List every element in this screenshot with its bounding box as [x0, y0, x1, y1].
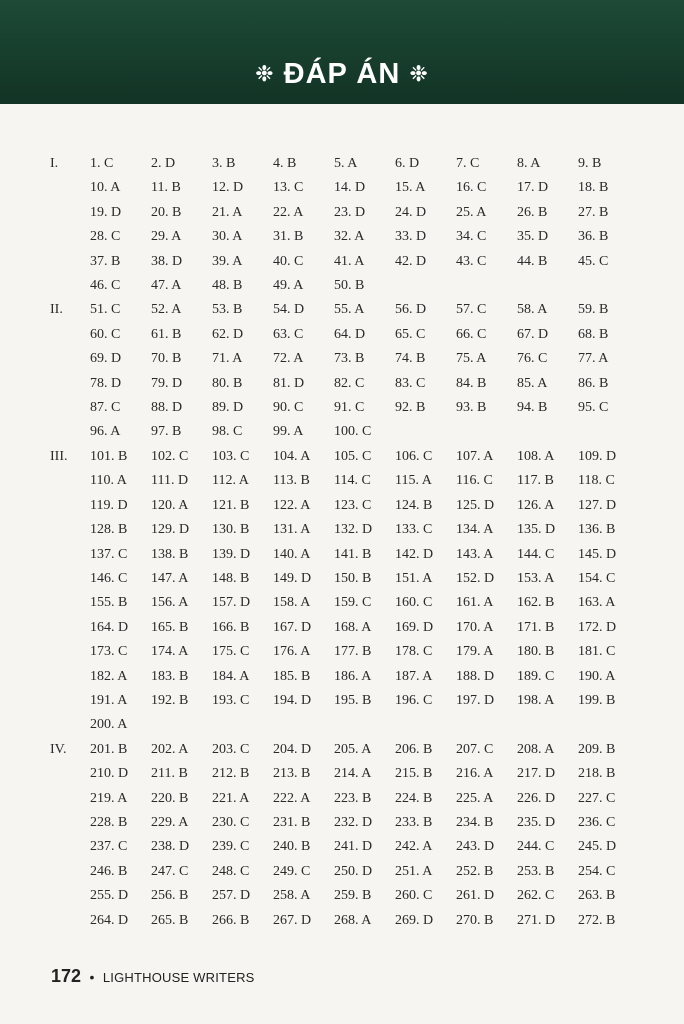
answer-item: 71. A: [212, 351, 243, 367]
answer-item: 193. C: [212, 692, 250, 708]
answer-item: 33. D: [395, 229, 427, 245]
answer-item: 74. B: [395, 351, 426, 367]
answer-item: 180. B: [517, 644, 555, 660]
answer-item: 179. A: [456, 644, 494, 660]
answer-item: 247. C: [151, 863, 189, 879]
answer-item: 55. A: [334, 302, 365, 318]
answer-item: 175. C: [212, 644, 250, 660]
answer-item: 263. B: [578, 888, 616, 904]
answer-item: 270. B: [456, 912, 494, 928]
answer-item: 35. D: [517, 229, 549, 245]
answer-item: 190. A: [578, 668, 616, 684]
answer-item: 93. B: [456, 400, 487, 416]
section: [50, 445, 650, 738]
answer-item: 87. C: [90, 400, 121, 416]
answer-item: 22. A: [273, 204, 304, 220]
answer-item: 16. C: [456, 180, 487, 196]
answer-item: 39. A: [212, 253, 243, 269]
answer-item: 114. C: [334, 473, 371, 489]
title-text: ĐÁP ÁN: [283, 58, 401, 90]
answer-item: 253. B: [517, 863, 555, 879]
answer-key: [50, 152, 650, 933]
answer-item: 210. D: [90, 766, 129, 782]
answer-item: 157. D: [212, 595, 251, 611]
answer-item: 176. A: [273, 644, 311, 660]
answer-item: 244. C: [517, 839, 555, 855]
answer-item: 197. D: [456, 692, 495, 708]
section-label: IV.: [50, 741, 67, 757]
answer-item: 20. B: [151, 204, 182, 220]
answer-item: 194. D: [273, 692, 312, 708]
answer-item: 218. B: [578, 766, 616, 782]
answer-item: 170. A: [456, 619, 494, 635]
answer-item: 18. B: [578, 180, 609, 196]
answer-item: 186. A: [334, 668, 372, 684]
answer-item: 208. A: [517, 741, 555, 757]
answer-item: 31. B: [273, 229, 304, 245]
answer-item: 111. D: [151, 473, 189, 489]
answer-item: 48. B: [212, 278, 243, 294]
answer-item: 151. A: [395, 570, 433, 586]
page-number: 172: [51, 966, 82, 986]
answer-item: 123. C: [334, 497, 372, 513]
answer-item: 38. D: [151, 253, 183, 269]
answer-item: 163. A: [578, 595, 616, 611]
answer-item: 103. C: [212, 448, 250, 464]
answer-item: 91. C: [334, 400, 365, 416]
answer-item: 67. D: [517, 326, 549, 342]
footer-bullet: •: [89, 969, 95, 985]
answer-item: 228. B: [90, 814, 128, 830]
answer-item: 28. C: [90, 229, 121, 245]
answer-item: 174. A: [151, 644, 189, 660]
answer-item: 158. A: [273, 595, 311, 611]
section: [50, 152, 650, 298]
answer-item: 259. B: [334, 888, 372, 904]
answer-item: 96. A: [90, 424, 121, 440]
answer-item: 131. A: [273, 522, 311, 538]
answer-item: 50. B: [334, 278, 365, 294]
answer-item: 14. D: [334, 180, 366, 196]
answer-item: 34. C: [456, 229, 487, 245]
answer-item: 88. D: [151, 400, 183, 416]
answer-item: 165. B: [151, 619, 189, 635]
answer-item: 203. C: [212, 741, 250, 757]
answer-item: 40. C: [273, 253, 304, 269]
answer-item: 251. A: [395, 863, 433, 879]
answer-item: 42. D: [395, 253, 427, 269]
answer-item: 90. C: [273, 400, 304, 416]
answer-item: 13. C: [273, 180, 304, 196]
answer-item: 4. B: [273, 156, 297, 171]
answer-item: 84. B: [456, 375, 487, 391]
answer-item: 189. C: [517, 668, 555, 684]
answer-item: 45. C: [578, 253, 609, 269]
answer-item: 133. C: [395, 522, 433, 538]
answer-item: 60. C: [90, 326, 121, 342]
answer-grid: [90, 738, 650, 933]
answer-item: 148. B: [212, 570, 250, 586]
section: [50, 298, 650, 444]
answer-item: 104. A: [273, 448, 311, 464]
answer-item: 1. C: [90, 156, 114, 171]
answer-item: 221. A: [212, 790, 250, 806]
answer-item: 120. A: [151, 497, 189, 513]
answer-item: 207. C: [456, 741, 494, 757]
answer-item: 260. C: [395, 888, 433, 904]
answer-item: 150. B: [334, 570, 372, 586]
answer-item: 51. C: [90, 302, 121, 318]
answer-item: 64. D: [334, 326, 366, 342]
answer-grid: [90, 445, 650, 738]
answer-item: 243. D: [456, 839, 495, 855]
answer-item: 102. C: [151, 448, 189, 464]
answer-item: 154. C: [578, 570, 616, 586]
answer-item: 68. B: [578, 326, 609, 342]
answer-item: 233. B: [395, 814, 433, 830]
answer-item: 155. B: [90, 595, 128, 611]
answer-item: 116. C: [456, 473, 493, 489]
answer-item: 136. B: [578, 522, 616, 538]
answer-item: 152. D: [456, 570, 495, 586]
answer-item: 204. D: [273, 741, 312, 757]
answer-item: 147. A: [151, 570, 189, 586]
answer-item: 227. C: [578, 790, 616, 806]
answer-item: 215. B: [395, 766, 433, 782]
answer-item: 183. B: [151, 668, 189, 684]
answer-item: 172. D: [578, 619, 617, 635]
answer-item: 62. D: [212, 326, 244, 342]
section: [50, 738, 650, 933]
header-banner: [0, 0, 684, 104]
answer-item: 178. C: [395, 644, 433, 660]
answer-item: 214. A: [334, 766, 372, 782]
answer-item: 30. A: [212, 229, 243, 245]
answer-item: 122. A: [273, 497, 311, 513]
answer-item: 206. B: [395, 741, 433, 757]
answer-item: 134. A: [456, 522, 494, 538]
answer-item: 269. D: [395, 912, 434, 928]
answer-item: 217. D: [517, 766, 556, 782]
answer-item: 216. A: [456, 766, 494, 782]
answer-item: 267. D: [273, 912, 312, 928]
answer-item: 241. D: [334, 839, 373, 855]
answer-item: 43. C: [456, 253, 487, 269]
section-label: II.: [50, 302, 63, 318]
answer-item: 144. C: [517, 546, 555, 562]
answer-item: 25. A: [456, 204, 487, 220]
answer-item: 199. B: [578, 692, 616, 708]
answer-item: 268. A: [334, 912, 372, 928]
answer-item: 235. D: [517, 814, 556, 830]
answer-item: 89. D: [212, 400, 244, 416]
answer-item: 101. B: [90, 448, 128, 464]
answer-item: 37. B: [90, 253, 121, 269]
page-footer: [51, 966, 255, 987]
answer-item: 113. B: [273, 473, 310, 489]
answer-item: 142. D: [395, 546, 434, 562]
answer-item: 266. B: [212, 912, 250, 928]
answer-item: 9. B: [578, 156, 602, 171]
answer-item: 118. C: [578, 473, 615, 489]
answer-item: 205. A: [334, 741, 372, 757]
answer-item: 187. A: [395, 668, 433, 684]
answer-item: 246. B: [90, 863, 128, 879]
flower-left-icon: ❉: [255, 61, 275, 86]
answer-item: 92. B: [395, 400, 426, 416]
answer-item: 63. C: [273, 326, 304, 342]
answer-item: 254. C: [578, 863, 616, 879]
answer-item: 66. C: [456, 326, 487, 342]
answer-item: 53. B: [212, 302, 243, 318]
answer-item: 81. D: [273, 375, 305, 391]
answer-item: 112. A: [212, 473, 249, 489]
answer-item: 110. A: [90, 473, 127, 489]
answer-item: 21. A: [212, 204, 243, 220]
answer-item: 271. D: [517, 912, 556, 928]
answer-item: 57. C: [456, 302, 487, 318]
answer-item: 105. C: [334, 448, 372, 464]
answer-item: 162. B: [517, 595, 555, 611]
answer-item: 52. A: [151, 302, 182, 318]
answer-item: 225. A: [456, 790, 494, 806]
answer-item: 232. D: [334, 814, 373, 830]
answer-item: 82. C: [334, 375, 365, 391]
answer-item: 231. B: [273, 814, 311, 830]
answer-item: 156. A: [151, 595, 189, 611]
answer-item: 12. D: [212, 180, 244, 196]
answer-item: 70. B: [151, 351, 182, 367]
answer-item: 83. C: [395, 375, 426, 391]
answer-item: 75. A: [456, 351, 487, 367]
answer-item: 239. C: [212, 839, 250, 855]
answer-item: 195. B: [334, 692, 372, 708]
answer-item: 49. A: [273, 278, 304, 294]
answer-item: 140. A: [273, 546, 311, 562]
answer-item: 19. D: [90, 204, 122, 220]
answer-item: 127. D: [578, 497, 617, 513]
answer-item: 106. C: [395, 448, 433, 464]
answer-item: 36. B: [578, 229, 609, 245]
answer-item: 209. B: [578, 741, 616, 757]
answer-item: 80. B: [212, 375, 243, 391]
answer-item: 223. B: [334, 790, 372, 806]
answer-item: 146. C: [90, 570, 128, 586]
answer-item: 69. D: [90, 351, 122, 367]
answer-item: 79. D: [151, 375, 183, 391]
answer-item: 100. C: [334, 424, 372, 440]
answer-item: 143. A: [456, 546, 494, 562]
answer-item: 76. C: [517, 351, 548, 367]
answer-item: 196. C: [395, 692, 433, 708]
answer-item: 138. B: [151, 546, 189, 562]
answer-item: 72. A: [273, 351, 304, 367]
answer-item: 65. C: [395, 326, 426, 342]
answer-item: 255. D: [90, 888, 129, 904]
answer-item: 224. B: [395, 790, 433, 806]
answer-item: 265. B: [151, 912, 189, 928]
answer-item: 56. D: [395, 302, 427, 318]
answer-item: 135. D: [517, 522, 556, 538]
answer-item: 272. B: [578, 912, 616, 928]
answer-item: 137. C: [90, 546, 128, 562]
answer-item: 128. B: [90, 522, 128, 538]
answer-item: 177. B: [334, 644, 372, 660]
answer-item: 201. B: [90, 741, 128, 757]
section-label: III.: [50, 448, 68, 464]
answer-item: 17. D: [517, 180, 549, 196]
answer-item: 181. C: [578, 644, 616, 660]
answer-item: 184. A: [212, 668, 250, 684]
answer-item: 26. B: [517, 204, 548, 220]
answer-item: 8. A: [517, 156, 541, 171]
answer-item: 121. B: [212, 497, 250, 513]
answer-item: 262. C: [517, 888, 555, 904]
answer-item: 98. C: [212, 424, 243, 440]
answer-item: 129. D: [151, 522, 190, 538]
answer-item: 115. A: [395, 473, 432, 489]
answer-item: 29. A: [151, 229, 182, 245]
answer-item: 248. C: [212, 863, 250, 879]
answer-item: 6. D: [395, 156, 420, 171]
answer-item: 213. B: [273, 766, 311, 782]
answer-item: 145. D: [578, 546, 617, 562]
answer-item: 124. B: [395, 497, 433, 513]
answer-item: 212. B: [212, 766, 250, 782]
answer-item: 261. D: [456, 888, 495, 904]
answer-item: 166. B: [212, 619, 250, 635]
publisher-name: LIGHTHOUSE WRITERS: [102, 970, 255, 985]
answer-item: 11. B: [151, 180, 181, 196]
answer-item: 77. A: [578, 351, 609, 367]
answer-item: 99. A: [273, 424, 304, 440]
answer-item: 245. D: [578, 839, 617, 855]
answer-item: 108. A: [517, 448, 555, 464]
answer-item: 27. B: [578, 204, 609, 220]
answer-item: 230. C: [212, 814, 250, 830]
answer-item: 236. C: [578, 814, 616, 830]
answer-item: 168. A: [334, 619, 372, 635]
answer-item: 264. D: [90, 912, 129, 928]
answer-item: 125. D: [456, 497, 495, 513]
answer-item: 23. D: [334, 204, 366, 220]
answer-item: 211. B: [151, 766, 188, 782]
answer-item: 252. B: [456, 863, 494, 879]
answer-item: 117. B: [517, 473, 554, 489]
answer-item: 258. A: [273, 888, 311, 904]
flower-right-icon: ❉: [409, 61, 429, 86]
answer-item: 41. A: [334, 253, 365, 269]
answer-item: 46. C: [90, 278, 121, 294]
answer-item: 229. A: [151, 814, 189, 830]
answer-item: 95. C: [578, 400, 609, 416]
answer-item: 15. A: [395, 180, 426, 196]
answer-item: 220. B: [151, 790, 189, 806]
answer-item: 185. B: [273, 668, 311, 684]
answer-item: 86. B: [578, 375, 609, 391]
answer-item: 234. B: [456, 814, 494, 830]
answer-item: 78. D: [90, 375, 122, 391]
answer-item: 191. A: [90, 692, 128, 708]
answer-item: 2. D: [151, 156, 176, 171]
answer-item: 192. B: [151, 692, 189, 708]
answer-item: 3. B: [212, 156, 236, 171]
answer-item: 249. C: [273, 863, 311, 879]
answer-item: 226. D: [517, 790, 556, 806]
answer-item: 141. B: [334, 546, 372, 562]
answer-item: 257. D: [212, 888, 251, 904]
answer-item: 167. D: [273, 619, 312, 635]
page-title: [0, 58, 684, 91]
answer-item: 47. A: [151, 278, 182, 294]
answer-item: 139. D: [212, 546, 251, 562]
answer-item: 59. B: [578, 302, 609, 318]
answer-item: 173. C: [90, 644, 128, 660]
answer-item: 240. B: [273, 839, 311, 855]
answer-item: 130. B: [212, 522, 250, 538]
answer-item: 44. B: [517, 253, 548, 269]
answer-item: 171. B: [517, 619, 555, 635]
answer-item: 222. A: [273, 790, 311, 806]
answer-item: 250. D: [334, 863, 373, 879]
answer-item: 238. D: [151, 839, 190, 855]
answer-item: 5. A: [334, 156, 358, 171]
answer-item: 182. A: [90, 668, 128, 684]
answer-item: 198. A: [517, 692, 555, 708]
answer-item: 159. C: [334, 595, 372, 611]
answer-item: 200. A: [90, 717, 128, 733]
answer-item: 54. D: [273, 302, 305, 318]
answer-item: 149. D: [273, 570, 312, 586]
answer-item: 256. B: [151, 888, 189, 904]
answer-item: 58. A: [517, 302, 548, 318]
answer-item: 107. A: [456, 448, 494, 464]
answer-item: 32. A: [334, 229, 365, 245]
answer-item: 85. A: [517, 375, 548, 391]
answer-item: 160. C: [395, 595, 433, 611]
answer-item: 132. D: [334, 522, 373, 538]
answer-grid: [90, 298, 650, 444]
answer-item: 188. D: [456, 668, 495, 684]
answer-item: 119. D: [90, 497, 128, 513]
answer-item: 202. A: [151, 741, 189, 757]
answer-item: 219. A: [90, 790, 128, 806]
answer-item: 7. C: [456, 156, 480, 171]
answer-item: 164. D: [90, 619, 129, 635]
answer-item: 169. D: [395, 619, 434, 635]
answer-item: 126. A: [517, 497, 555, 513]
answer-grid: [90, 152, 650, 298]
answer-item: 97. B: [151, 424, 182, 440]
section-label: I.: [50, 156, 59, 171]
answer-item: 24. D: [395, 204, 427, 220]
answer-item: 109. D: [578, 448, 617, 464]
answer-item: 237. C: [90, 839, 128, 855]
answer-item: 10. A: [90, 180, 121, 196]
answer-item: 73. B: [334, 351, 365, 367]
answer-item: 94. B: [517, 400, 548, 416]
answer-item: 61. B: [151, 326, 182, 342]
answer-item: 161. A: [456, 595, 494, 611]
answer-item: 153. A: [517, 570, 555, 586]
answer-item: 242. A: [395, 839, 433, 855]
